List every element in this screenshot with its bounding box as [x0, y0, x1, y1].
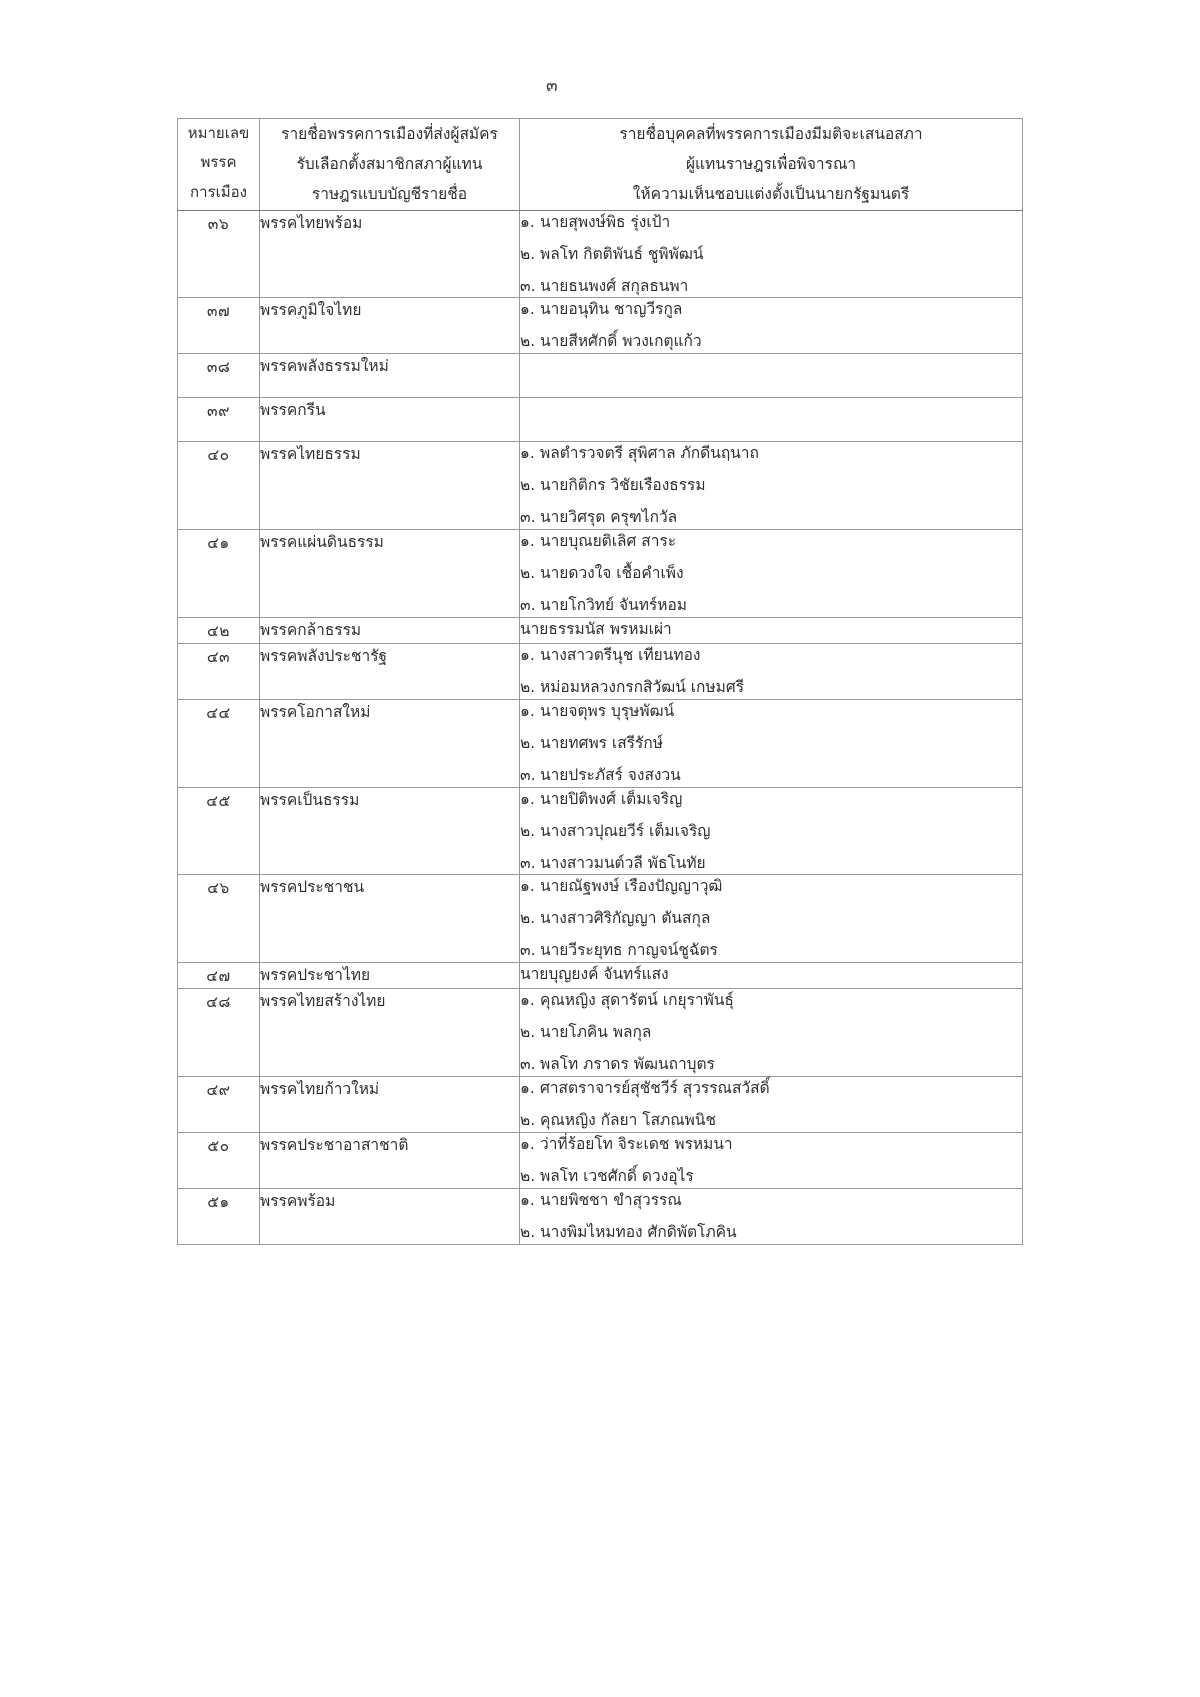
cell-candidate-list — [520, 875, 1023, 963]
cell-candidate-list — [520, 963, 1023, 989]
list-item — [520, 1109, 1022, 1132]
candidate-name: นางสาวตรีนุช เทียนทอง — [540, 645, 701, 664]
candidate-name: พลโท กิตติพันธ์ ชูพิพัฒน์ — [540, 244, 704, 263]
candidate-name: ศาสตราจารย์สุชัชวีร์ สุวรรณสวัสดิ์ — [540, 1079, 770, 1098]
cell-party-name: พรรคแผ่นดินธรรม — [260, 530, 520, 618]
cell-party-name: พรรคประชาชน — [260, 875, 520, 963]
candidate-name: นายสีหศักดิ์ พวงเกตุแก้ว — [540, 332, 702, 351]
candidate-number: ๒. — [520, 476, 536, 495]
cell-party-number: ๔๕ — [178, 787, 260, 875]
header-line: ราษฎรแบบบัญชีรายชื่อ — [311, 185, 468, 204]
cell-party-number: ๔๙ — [178, 1077, 260, 1133]
candidate-name-list — [520, 298, 1022, 353]
header-line: ผู้แทนราษฎรเพื่อพิจารณา — [685, 155, 857, 174]
cell-candidate-list — [520, 1188, 1023, 1244]
list-item — [520, 907, 1022, 930]
candidate-number: ๒. — [520, 909, 536, 928]
cell-party-name: พรรคภูมิใจไทย — [260, 298, 520, 354]
table-row — [178, 875, 1023, 963]
cell-candidate-list — [520, 354, 1023, 398]
column-header-party-name — [260, 119, 520, 211]
table-row — [178, 643, 1023, 699]
list-item — [520, 442, 1022, 465]
list-item — [520, 989, 1022, 1012]
candidate-name: คุณหญิง กัลยา โสภณพนิช — [540, 1111, 716, 1130]
header-line: ให้ความเห็นชอบแต่งตั้งเป็นนายกรัฐมนตรี — [632, 185, 910, 204]
list-item — [520, 1165, 1022, 1188]
candidate-name: นายปิติพงศ์ เต็มเจริญ — [540, 789, 683, 808]
candidate-name-list — [520, 1077, 1022, 1132]
candidate-name: นางสาวมนต์วลี พัธโนทัย — [540, 853, 706, 872]
cell-party-number: ๔๐ — [178, 442, 260, 530]
list-item — [520, 562, 1022, 585]
cell-candidate-list — [520, 1132, 1023, 1188]
candidate-number: ๒. — [520, 564, 536, 583]
cell-party-name: พรรคกล้าธรรม — [260, 617, 520, 643]
cell-candidate-list — [520, 298, 1023, 354]
cell-party-name: พรรคพลังธรรมใหม่ — [260, 354, 520, 398]
candidate-number: ๑. — [520, 877, 535, 896]
cell-party-number: ๕๑ — [178, 1188, 260, 1244]
cell-candidate-list — [520, 1077, 1023, 1133]
list-item — [520, 1189, 1022, 1212]
table-row — [178, 442, 1023, 530]
candidate-number: ๑. — [520, 645, 535, 664]
list-item — [520, 700, 1022, 723]
table-header — [178, 119, 1023, 211]
candidate-number: ๒. — [520, 332, 536, 351]
candidate-name-list — [520, 1133, 1022, 1188]
list-item — [520, 875, 1022, 898]
table-row — [178, 530, 1023, 618]
header-line: รายชื่อบุคคลที่พรรคการเมืองมีมติจะเสนอสภา — [619, 125, 923, 143]
table-row — [178, 210, 1023, 298]
candidate-name: นายธรรมนัส พรหมเผ่า — [520, 619, 672, 638]
cell-party-number: ๔๖ — [178, 875, 260, 963]
cell-candidate-list — [520, 442, 1023, 530]
candidate-number: ๒. — [520, 244, 536, 263]
candidate-number: ๓. — [520, 941, 536, 960]
table-row — [178, 354, 1023, 398]
list-item — [520, 676, 1022, 699]
cell-party-number: ๓๘ — [178, 354, 260, 398]
candidate-number: ๒. — [520, 821, 536, 840]
candidate-name: นายบุณยติเลิศ สาระ — [540, 532, 677, 551]
list-item — [520, 1221, 1022, 1244]
list-item — [520, 788, 1022, 811]
candidate-name: พลตำรวจตรี สุพิศาล ภักดีนฤนาถ — [540, 444, 759, 463]
list-item — [520, 1021, 1022, 1044]
candidate-name: นางพิมไหมทอง ศักดิพัตโภคิน — [540, 1222, 737, 1241]
page-number: ๓ — [545, 76, 559, 96]
list-item — [520, 764, 1022, 787]
candidate-name: นายทศพร เสรีรักษ์ — [540, 733, 663, 752]
cell-party-name: พรรคเป็นธรรม — [260, 787, 520, 875]
candidate-name-list — [520, 989, 1022, 1076]
candidate-name: นายสุพงษ์พิธ รุ่งเป้า — [540, 212, 671, 231]
table-row — [178, 1132, 1023, 1188]
cell-party-name: พรรคไทยพร้อม — [260, 210, 520, 298]
list-item — [520, 275, 1022, 298]
header-row — [178, 119, 1023, 211]
table-row — [178, 1188, 1023, 1244]
candidate-name-list — [520, 530, 1022, 617]
candidate-number: ๓. — [520, 1055, 536, 1074]
candidate-name-list — [520, 211, 1022, 298]
candidate-name-list — [520, 1189, 1022, 1244]
candidate-number: ๒. — [520, 1222, 536, 1241]
cell-party-number: ๔๓ — [178, 643, 260, 699]
candidate-number: ๓. — [520, 765, 536, 784]
table-row — [178, 989, 1023, 1077]
candidate-name: ว่าที่ร้อยโท จิระเดช พรหมนา — [540, 1134, 733, 1153]
cell-candidate-list — [520, 989, 1023, 1077]
candidate-name: นางสาวปุณยวีร์ เต็มเจริญ — [540, 821, 711, 840]
table-body — [178, 210, 1023, 1244]
table-row — [178, 298, 1023, 354]
candidate-name: นายกิติกร วิชัยเรืองธรรม — [540, 476, 706, 495]
cell-party-number: ๔๗ — [178, 963, 260, 989]
list-item — [520, 243, 1022, 266]
candidate-name: นายโภคิน พลกุล — [540, 1023, 652, 1042]
table-row — [178, 617, 1023, 643]
candidate-name: นายพิชชา ขำสุวรรณ — [540, 1190, 682, 1209]
list-item — [520, 1133, 1022, 1156]
cell-party-name: พรรคไทยธรรม — [260, 442, 520, 530]
cell-candidate-list — [520, 530, 1023, 618]
list-item — [520, 506, 1022, 529]
list-item — [520, 732, 1022, 755]
party-candidate-table — [177, 118, 1023, 1245]
candidate-name: หม่อมหลวงกรกสิวัฒน์ เกษมศรี — [540, 677, 745, 696]
candidate-name: พลโท เวชศักดิ์ ดวงอุไร — [540, 1166, 694, 1185]
candidate-name-list — [520, 788, 1022, 875]
list-item — [520, 530, 1022, 553]
list-item — [520, 594, 1022, 617]
candidate-name: นายณัฐพงษ์ เรืองปัญญาวุฒิ — [540, 877, 723, 896]
header-line: การเมือง — [190, 182, 247, 201]
header-line: พรรค — [200, 153, 237, 172]
cell-party-number: ๔๒ — [178, 617, 260, 643]
candidate-number: ๑. — [520, 300, 535, 319]
candidate-name: นางสาวศิริกัญญา ตันสกุล — [540, 909, 711, 928]
candidate-name: นายธนพงศ์ สกุลธนพา — [540, 276, 689, 295]
table-row — [178, 963, 1023, 989]
candidate-number: ๒. — [520, 733, 536, 752]
table-row — [178, 787, 1023, 875]
cell-party-name: พรรคโอกาสใหม่ — [260, 699, 520, 787]
candidate-number: ๓. — [520, 276, 536, 295]
list-item — [520, 330, 1022, 353]
candidate-number: ๒. — [520, 677, 536, 696]
candidate-number: ๑. — [520, 991, 535, 1010]
cell-candidate-list — [520, 398, 1023, 442]
candidate-number: ๑. — [520, 212, 535, 231]
candidate-name-list — [520, 875, 1022, 962]
cell-candidate-list — [520, 643, 1023, 699]
candidate-number: ๓. — [520, 508, 536, 527]
candidate-number: ๑. — [520, 1190, 535, 1209]
candidate-name: นายดวงใจ เชื้อคำเพ็ง — [540, 564, 684, 583]
list-item — [520, 852, 1022, 875]
candidate-number: ๒. — [520, 1023, 536, 1042]
candidate-name: นายโกวิทย์ จันทร์หอม — [540, 596, 687, 615]
table-row — [178, 699, 1023, 787]
candidate-name-list — [520, 442, 1022, 529]
list-item — [520, 1053, 1022, 1076]
header-line: รายชื่อพรรคการเมืองที่ส่งผู้สมัคร — [281, 125, 498, 143]
cell-candidate-list — [520, 699, 1023, 787]
cell-candidate-list — [520, 210, 1023, 298]
candidate-name: นายประภัสร์ จงสงวน — [540, 765, 681, 784]
cell-party-number: ๔๑ — [178, 530, 260, 618]
candidate-number: ๑. — [520, 1079, 535, 1098]
column-header-party-number — [178, 119, 260, 211]
cell-party-name: พรรคพลังประชารัฐ — [260, 643, 520, 699]
header-line: หมายเลข — [187, 124, 250, 142]
cell-party-name: พรรคพร้อม — [260, 1188, 520, 1244]
cell-party-name: พรรคไทยก้าวใหม่ — [260, 1077, 520, 1133]
cell-candidate-list — [520, 787, 1023, 875]
table-row — [178, 1077, 1023, 1133]
cell-party-name: พรรคกรีน — [260, 398, 520, 442]
candidate-number: ๑. — [520, 444, 535, 463]
list-item — [520, 298, 1022, 321]
candidate-name: นายจตุพร บุรุษพัฒน์ — [540, 701, 675, 720]
cell-party-number: ๔๘ — [178, 989, 260, 1077]
list-item — [520, 644, 1022, 667]
candidate-name: นายอนุทิน ชาญวีรกูล — [540, 300, 683, 319]
cell-party-name: พรรคประชาไทย — [260, 963, 520, 989]
candidate-number: ๑. — [520, 789, 535, 808]
list-item — [520, 939, 1022, 962]
list-item — [520, 1077, 1022, 1100]
list-item — [520, 211, 1022, 234]
cell-party-number: ๔๔ — [178, 699, 260, 787]
candidate-number: ๓. — [520, 853, 536, 872]
candidate-name: นายวีระยุทธ กาญจน์ชูฉัตร — [540, 941, 718, 960]
candidate-number: ๑. — [520, 701, 535, 720]
candidate-number: ๑. — [520, 532, 535, 551]
candidate-number: ๓. — [520, 596, 536, 615]
list-item — [520, 474, 1022, 497]
cell-party-number: ๓๖ — [178, 210, 260, 298]
header-line: รับเลือกตั้งสมาชิกสภาผู้แทน — [296, 155, 483, 174]
cell-party-name: พรรคไทยสร้างไทย — [260, 989, 520, 1077]
candidate-name-list — [520, 700, 1022, 787]
candidate-number: ๑. — [520, 1134, 535, 1153]
cell-party-number: ๓๗ — [178, 298, 260, 354]
cell-party-name: พรรคประชาอาสาชาติ — [260, 1132, 520, 1188]
cell-candidate-list — [520, 617, 1023, 643]
candidate-name: พลโท ภราดร พัฒนถาบุตร — [540, 1055, 715, 1074]
list-item — [520, 820, 1022, 843]
column-header-candidates — [520, 119, 1023, 211]
candidate-name-list — [520, 644, 1022, 699]
candidate-name: นายวิศรุต ครุฑไกวัล — [540, 508, 678, 527]
candidate-number: ๒. — [520, 1111, 536, 1130]
candidate-name: คุณหญิง สุดารัตน์ เกยุราพันธุ์ — [540, 991, 734, 1010]
cell-party-number: ๕๐ — [178, 1132, 260, 1188]
candidate-number: ๒. — [520, 1166, 536, 1185]
cell-party-number: ๓๙ — [178, 398, 260, 442]
candidate-name: นายบุญยงค์ จันทร์แสง — [520, 965, 669, 984]
table-row — [178, 398, 1023, 442]
